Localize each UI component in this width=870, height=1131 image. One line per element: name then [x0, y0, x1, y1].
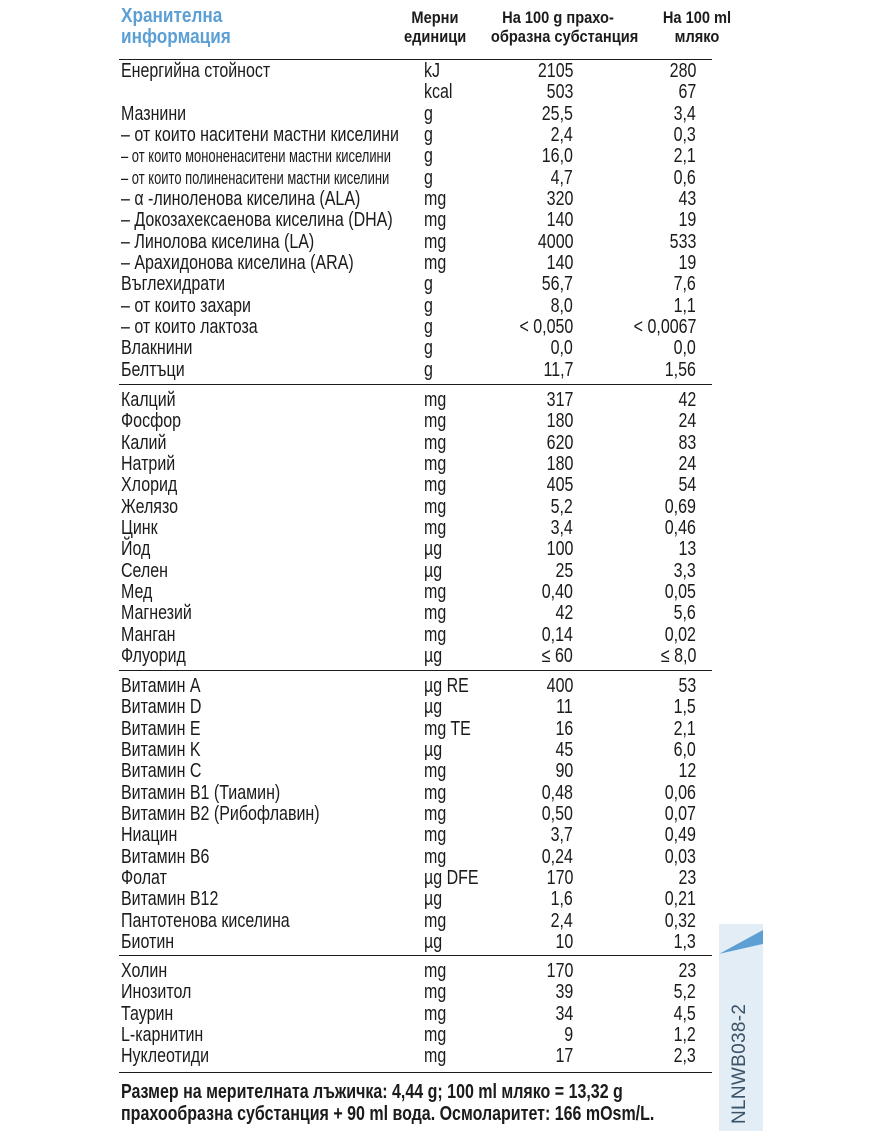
table-row: [0, 274, 870, 295]
unit-cell: kcal: [424, 81, 453, 104]
value-per-100ml: 0,07: [664, 802, 696, 825]
table-row: [0, 253, 870, 274]
value-per-100g: 3,4: [550, 516, 573, 539]
nutrient-name: L-карнитин: [121, 1023, 204, 1046]
value-per-100ml: 0,03: [664, 845, 696, 868]
unit-cell: mg: [424, 230, 447, 253]
value-per-100ml: 0,32: [664, 909, 696, 932]
nutrient-name: Холин: [121, 960, 168, 982]
unit-cell: kJ: [424, 60, 440, 82]
nutrient-name: Флуорид: [121, 644, 186, 667]
product-code: NLNWB038-2: [729, 1003, 750, 1124]
unit-cell: mg: [424, 187, 447, 210]
table-row: [0, 475, 870, 496]
value-per-100ml: 1,2: [673, 1023, 696, 1046]
table-row: [0, 338, 870, 359]
table-row: [0, 61, 870, 82]
unit-cell: mg: [424, 251, 447, 274]
unit-cell: mg: [424, 1002, 447, 1025]
unit-cell: mg TE: [424, 717, 471, 740]
value-per-100g: 10: [555, 930, 573, 953]
unit-cell: mg: [424, 602, 447, 625]
nutrient-name: Манган: [121, 623, 176, 646]
section-divider: [119, 384, 712, 385]
unit-cell: µg: [424, 738, 443, 761]
nutrient-name: Фолат: [121, 866, 167, 889]
nutrient-name: – от които полиненаситени мастни киселини: [121, 167, 390, 188]
value-per-100ml: 280: [669, 60, 696, 82]
value-per-100ml: 0,05: [664, 580, 696, 603]
value-per-100g: 180: [546, 410, 573, 433]
per-100g-column-header: [490, 8, 639, 46]
value-per-100g: 0,50: [541, 802, 573, 825]
value-per-100ml: 24: [678, 410, 696, 433]
value-per-100ml: 5,2: [673, 981, 696, 1004]
unit-cell: mg: [424, 781, 447, 804]
unit-cell: g: [424, 123, 433, 146]
table-row: [0, 889, 870, 910]
unit-cell: g: [424, 145, 433, 168]
unit-cell: mg: [424, 209, 447, 232]
unit-cell: g: [424, 358, 433, 381]
table-row: [0, 847, 870, 868]
value-per-100g: 11: [556, 696, 573, 719]
table-row: [0, 232, 870, 253]
nutrient-name: – от които захари: [121, 294, 251, 317]
value-per-100g: 2,4: [550, 909, 573, 932]
unit-cell: mg: [424, 580, 447, 603]
footnote-line-1: Размер на мерителната лъжичка: 4,44 g; 100 ml мляко = 13,32 g: [121, 1081, 623, 1103]
value-per-100ml: 7,6: [673, 273, 696, 296]
value-per-100ml: 2,1: [673, 717, 696, 740]
unit-cell: µg: [424, 644, 443, 667]
unit-cell: µg: [424, 930, 443, 953]
value-per-100ml: 0,6: [673, 166, 696, 189]
value-per-100g: 2,4: [550, 123, 573, 146]
value-per-100ml: 1,56: [664, 358, 696, 381]
nutrient-name: Пантотенова киселина: [121, 909, 290, 932]
nutrient-name: Магнезий: [121, 602, 192, 625]
table-row: [0, 189, 870, 210]
nutrient-name: Влакнини: [121, 337, 193, 360]
nutrient-name: – Линолова киселина (LA): [121, 230, 315, 253]
value-per-100ml: 0,69: [664, 495, 696, 518]
unit-cell: mg: [424, 389, 447, 411]
nutrient-name: Калий: [121, 431, 167, 454]
table-row: [0, 296, 870, 317]
value-per-100ml: 0,3: [673, 123, 696, 146]
table-row: [0, 561, 870, 582]
units-header-line-1: Мерни: [411, 8, 459, 27]
nutrient-name: Хлорид: [121, 474, 178, 497]
unit-cell: g: [424, 294, 433, 317]
unit-cell: mg: [424, 909, 447, 932]
value-per-100g: 0,0: [550, 337, 573, 360]
nutrient-name: Селен: [121, 559, 168, 582]
value-per-100g: 180: [546, 452, 573, 475]
unit-cell: mg: [424, 452, 447, 475]
value-per-100g: 100: [546, 538, 573, 561]
value-per-100g: 317: [546, 389, 573, 411]
nutrient-name: Витамин E: [121, 717, 201, 740]
minerals-section: [0, 390, 870, 667]
value-per-100ml: 4,5: [673, 1002, 696, 1025]
value-per-100ml: 23: [678, 866, 696, 889]
per-100g-header-line-2: образна субстанция: [490, 27, 639, 46]
nutrient-name: Белтъци: [121, 358, 185, 381]
unit-cell: mg: [424, 410, 447, 433]
nutrient-name: – α -линоленова киселина (ALA): [121, 187, 361, 210]
table-title: [121, 6, 370, 48]
value-per-100ml: 23: [678, 960, 696, 982]
value-per-100g: 405: [546, 474, 573, 497]
table-row: [0, 433, 870, 454]
table-row: [0, 82, 870, 103]
table-row: [0, 210, 870, 231]
value-per-100ml: 13: [678, 538, 696, 561]
table-row: [0, 539, 870, 560]
value-per-100ml: 0,21: [664, 888, 696, 911]
unit-cell: mg: [424, 845, 447, 868]
nutrient-name: Витамин B6: [121, 845, 210, 868]
value-per-100g: 16,0: [541, 145, 573, 168]
unit-cell: mg: [424, 981, 447, 1004]
table-row: [0, 390, 870, 411]
value-per-100ml: 1,5: [673, 696, 696, 719]
value-per-100ml: 42: [678, 389, 696, 411]
unit-cell: µg: [424, 538, 443, 561]
units-header-line-2: единици: [404, 27, 467, 46]
title-line-1: Хранителна: [121, 5, 223, 27]
value-per-100ml: 0,46: [664, 516, 696, 539]
value-per-100g: 140: [546, 251, 573, 274]
nutrient-name: Витамин A: [121, 675, 201, 697]
value-per-100g: 34: [555, 1002, 573, 1025]
value-per-100ml: < 0,0067: [633, 315, 696, 338]
unit-cell: mg: [424, 431, 447, 454]
table-row: [0, 868, 870, 889]
footnote: [121, 1081, 761, 1125]
table-row: [0, 603, 870, 624]
nutrient-name: Въглехидрати: [121, 273, 226, 296]
unit-cell: µg DFE: [424, 866, 479, 889]
table-row: [0, 761, 870, 782]
value-per-100ml: 1,1: [673, 294, 696, 317]
nutrient-name: Биотин: [121, 930, 175, 953]
unit-cell: mg: [424, 824, 447, 847]
table-row: [0, 168, 870, 189]
vitamins-section: [0, 676, 870, 953]
value-per-100g: 170: [546, 960, 573, 982]
footnote-line-2: прахообразна субстанция + 90 ml вода. Осмоларитет: 166 mOsm/L.: [121, 1103, 655, 1125]
value-per-100ml: 3,3: [673, 559, 696, 582]
nutrient-name: Цинк: [121, 516, 158, 539]
table-row: [0, 804, 870, 825]
unit-cell: g: [424, 315, 433, 338]
value-per-100ml: 19: [678, 251, 696, 274]
value-per-100g: 8,0: [550, 294, 573, 317]
value-per-100g: 25,5: [541, 102, 573, 125]
table-row: [0, 317, 870, 338]
unit-cell: µg: [424, 888, 443, 911]
value-per-100ml: 6,0: [673, 738, 696, 761]
section-divider: [119, 955, 712, 956]
value-per-100ml: 5,6: [673, 602, 696, 625]
nutrient-name: Мазнини: [121, 102, 187, 125]
value-per-100ml: 3,4: [673, 102, 696, 125]
table-row: [0, 146, 870, 167]
table-row: [0, 783, 870, 804]
value-per-100ml: 24: [678, 452, 696, 475]
nutrient-name: Инозитол: [121, 981, 192, 1004]
value-per-100g: 400: [546, 675, 573, 697]
value-per-100ml: 0,49: [664, 824, 696, 847]
value-per-100ml: 533: [669, 230, 696, 253]
value-per-100g: 9: [564, 1023, 573, 1046]
unit-cell: g: [424, 102, 433, 125]
table-row: [0, 360, 870, 381]
value-per-100g: 0,48: [541, 781, 573, 804]
nutrient-name: – Докозахексаенова киселина (DHA): [121, 209, 393, 232]
per-100ml-header-line-1: На 100 ml: [662, 8, 732, 27]
table-row: [0, 518, 870, 539]
table-row: [0, 676, 870, 697]
unit-cell: µg RE: [424, 675, 469, 697]
table-row: [0, 104, 870, 125]
nutrient-name: Калций: [121, 389, 176, 411]
value-per-100g: 4,7: [550, 166, 573, 189]
value-per-100ml: 0,06: [664, 781, 696, 804]
unit-cell: mg: [424, 960, 447, 982]
unit-cell: mg: [424, 516, 447, 539]
units-column-header: [404, 8, 466, 46]
table-row: [0, 740, 870, 761]
value-per-100g: 17: [555, 1045, 573, 1068]
table-row: [0, 411, 870, 432]
nutrient-name: Натрий: [121, 452, 176, 475]
unit-cell: g: [424, 166, 433, 189]
value-per-100g: 56,7: [541, 273, 573, 296]
value-per-100ml: 0,02: [664, 623, 696, 646]
nutrient-name: Витамин C: [121, 760, 202, 783]
value-per-100g: 170: [546, 866, 573, 889]
side-tab-accent: [719, 924, 763, 954]
value-per-100g: 3,7: [550, 824, 573, 847]
value-per-100g: 320: [546, 187, 573, 210]
value-per-100ml: 12: [678, 760, 696, 783]
value-per-100g: 11,7: [543, 358, 573, 381]
value-per-100g: 0,40: [541, 580, 573, 603]
value-per-100ml: 0,0: [673, 337, 696, 360]
value-per-100ml: ≤ 8,0: [660, 644, 696, 667]
value-per-100ml: 19: [678, 209, 696, 232]
table-row: [0, 454, 870, 475]
footnote-divider: [119, 1072, 712, 1073]
unit-cell: mg: [424, 474, 447, 497]
value-per-100g: 39: [555, 981, 573, 1004]
unit-cell: mg: [424, 495, 447, 518]
unit-cell: mg: [424, 623, 447, 646]
unit-cell: mg: [424, 760, 447, 783]
unit-cell: mg: [424, 1023, 447, 1046]
table-row: [0, 825, 870, 846]
value-per-100g: 4000: [537, 230, 573, 253]
value-per-100ml: 54: [678, 474, 696, 497]
value-per-100g: < 0,050: [519, 315, 573, 338]
value-per-100g: 16: [555, 717, 573, 740]
table-row: [0, 625, 870, 646]
section-divider: [119, 670, 712, 671]
value-per-100g: 0,24: [541, 845, 573, 868]
per-100g-header-line-1: На 100 g прахо-: [502, 8, 614, 27]
table-row: [0, 582, 870, 603]
nutrient-name: – от които мононенаситени мастни киселини: [121, 146, 391, 167]
value-per-100g: 0,14: [541, 623, 573, 646]
value-per-100ml: 1,3: [673, 930, 696, 953]
value-per-100g: 140: [546, 209, 573, 232]
nutrient-name: Нуклеотиди: [121, 1045, 210, 1068]
nutrient-name: – от които лактоза: [121, 315, 258, 338]
unit-cell: µg: [424, 696, 443, 719]
nutrient-name: Йод: [121, 538, 151, 561]
nutrient-name: Енергийна стойност: [121, 60, 271, 82]
value-per-100ml: 2,3: [673, 1045, 696, 1068]
nutrient-name: Желязо: [121, 495, 178, 518]
table-row: [0, 125, 870, 146]
value-per-100ml: 2,1: [673, 145, 696, 168]
per-100ml-header-line-2: мляко: [674, 27, 720, 46]
unit-cell: mg: [424, 1045, 447, 1068]
table-row: [0, 719, 870, 740]
value-per-100ml: 83: [678, 431, 696, 454]
value-per-100g: 25: [555, 559, 573, 582]
table-row: [0, 697, 870, 718]
title-line-2: информация: [121, 26, 231, 48]
nutrient-name: Витамин B2 (Рибофлавин): [121, 802, 320, 825]
macronutrients-section: [0, 61, 870, 381]
table-row: [0, 497, 870, 518]
table-row: [0, 646, 870, 667]
value-per-100g: 45: [555, 738, 573, 761]
value-per-100ml: 43: [678, 187, 696, 210]
value-per-100g: 620: [546, 431, 573, 454]
value-per-100ml: 67: [678, 81, 696, 104]
value-per-100g: ≤ 60: [541, 644, 573, 667]
value-per-100g: 90: [555, 760, 573, 783]
per-100ml-column-header: [655, 8, 739, 46]
nutrient-name: – Арахидонова киселина (ARA): [121, 251, 354, 274]
nutrient-name: Витамин B1 (Тиамин): [121, 781, 281, 804]
value-per-100g: 1,6: [550, 888, 573, 911]
value-per-100g: 42: [555, 602, 573, 625]
unit-cell: g: [424, 337, 433, 360]
value-per-100g: 503: [546, 81, 573, 104]
nutrient-name: – от които наситени мастни киселини: [121, 123, 399, 146]
value-per-100ml: 53: [678, 675, 696, 697]
nutrient-name: Ниацин: [121, 824, 178, 847]
unit-cell: mg: [424, 802, 447, 825]
unit-cell: µg: [424, 559, 443, 582]
nutrient-name: Витамин D: [121, 696, 202, 719]
nutrient-name: Витамин B12: [121, 888, 219, 911]
nutrient-name: Витамин K: [121, 738, 201, 761]
nutrient-name: Фосфор: [121, 410, 182, 433]
value-per-100g: 5,2: [550, 495, 573, 518]
nutrient-name: Таурин: [121, 1002, 174, 1025]
nutrient-name: Мед: [121, 580, 153, 603]
unit-cell: g: [424, 273, 433, 296]
value-per-100g: 2105: [537, 60, 573, 82]
